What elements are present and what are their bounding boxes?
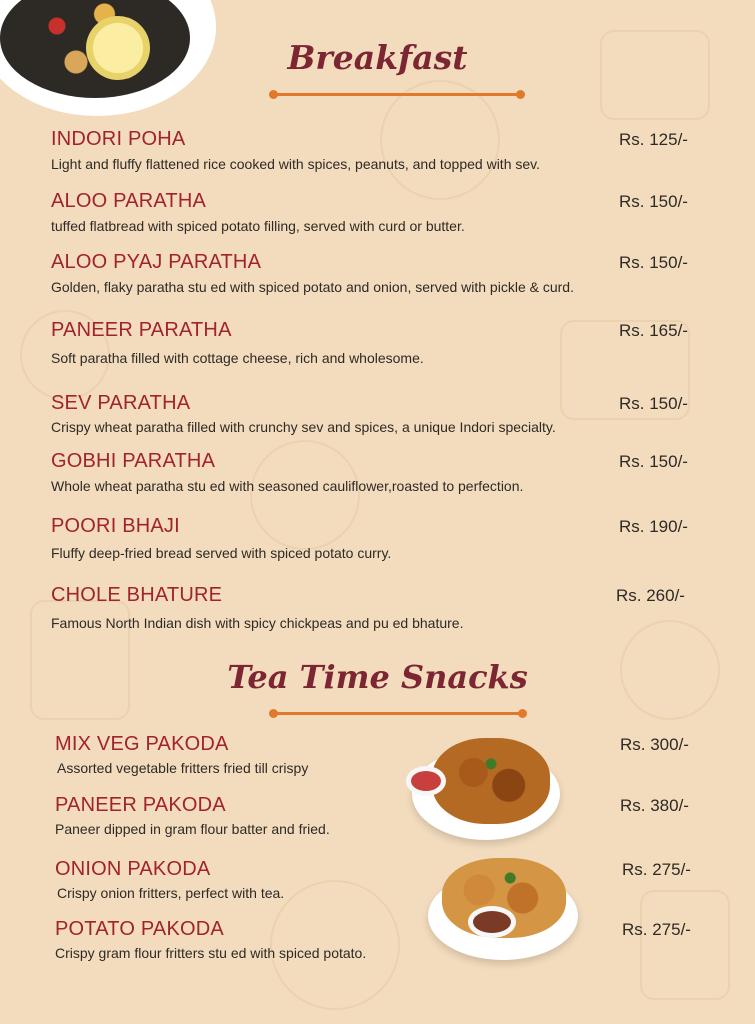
menu-item-price: Rs. 300/- bbox=[620, 735, 689, 754]
menu-item-description: Whole wheat paratha stu ed with seasoned cauliflower,roasted to perfection. bbox=[51, 478, 524, 494]
menu-item-description: Assorted vegetable fritters fried till crispy bbox=[57, 760, 309, 776]
menu-item bbox=[51, 251, 701, 299]
menu-item bbox=[51, 584, 701, 636]
menu-item-name: ALOO PARATHA bbox=[51, 190, 207, 212]
menu-item-description: Famous North Indian dish with spicy chickpeas and pu ed bhature. bbox=[51, 615, 464, 631]
menu-item-price: Rs. 125/- bbox=[619, 130, 688, 149]
menu-item-name: POORI BHAJI bbox=[51, 515, 180, 537]
menu-item bbox=[51, 190, 701, 238]
breakfast-title: Breakfast bbox=[287, 38, 468, 77]
menu-item-price: Rs. 190/- bbox=[619, 517, 688, 536]
menu-item-description: Crispy gram flour fritters stu ed with spiced potato. bbox=[55, 945, 367, 961]
menu-item-price: Rs. 165/- bbox=[619, 321, 688, 340]
menu-item-name: CHOLE BHATURE bbox=[51, 584, 223, 606]
menu-item bbox=[51, 319, 701, 371]
menu-item-description: Golden, flaky paratha stu ed with spiced potato and onion, served with pickle & curd. bbox=[51, 279, 574, 295]
menu-item-name: INDORI POHA bbox=[51, 128, 186, 150]
menu-item-name: ONION PAKODA bbox=[55, 858, 211, 880]
menu-item bbox=[51, 450, 701, 498]
menu-item-name: PANEER PAKODA bbox=[55, 794, 226, 816]
menu-item-name: POTATO PAKODA bbox=[55, 918, 224, 940]
menu-item-description: Crispy wheat paratha filled with crunchy sev and spices, a unique Indori specialty. bbox=[51, 419, 556, 435]
menu-item-price: Rs. 150/- bbox=[619, 394, 688, 413]
menu-item-price: Rs. 260/- bbox=[616, 586, 685, 605]
menu-item-description: Paneer dipped in gram flour batter and fried. bbox=[55, 821, 330, 837]
menu-item-name: SEV PARATHA bbox=[51, 392, 191, 414]
menu-item-description: tuffed flatbread with spiced potato filling, served with curd or butter. bbox=[51, 218, 465, 234]
menu-item-name: PANEER PARATHA bbox=[51, 319, 232, 341]
menu-item-price: Rs. 275/- bbox=[622, 920, 691, 939]
menu-item bbox=[55, 858, 700, 904]
menu-item-description: Crispy onion fritters, perfect with tea. bbox=[57, 885, 285, 901]
menu-item-name: MIX VEG PAKODA bbox=[55, 733, 229, 755]
menu-item bbox=[51, 128, 701, 176]
snacks-divider bbox=[273, 712, 523, 715]
menu-item bbox=[51, 515, 701, 567]
menu-item-price: Rs. 150/- bbox=[619, 192, 688, 211]
menu-item bbox=[55, 794, 700, 840]
menu-item-name: ALOO PYAJ PARATHA bbox=[51, 251, 262, 273]
menu-item-description: Soft paratha filled with cottage cheese, rich and wholesome. bbox=[51, 350, 424, 366]
menu-item-name: GOBHI PARATHA bbox=[51, 450, 216, 472]
menu-item-price: Rs. 275/- bbox=[622, 860, 691, 879]
menu-item bbox=[55, 918, 700, 964]
menu-item-description: Fluffy deep-fried bread served with spiced potato curry. bbox=[51, 545, 392, 561]
menu-item-price: Rs. 150/- bbox=[619, 452, 688, 471]
menu-item bbox=[51, 392, 701, 440]
breakfast-divider bbox=[273, 93, 521, 96]
snacks-title: Tea Time Snacks bbox=[227, 658, 528, 696]
menu-item bbox=[55, 733, 700, 779]
menu-item-description: Light and fluffy flattened rice cooked with spices, peanuts, and topped with sev. bbox=[51, 156, 541, 172]
menu-item-price: Rs. 380/- bbox=[620, 796, 689, 815]
menu-item-price: Rs. 150/- bbox=[619, 253, 688, 272]
